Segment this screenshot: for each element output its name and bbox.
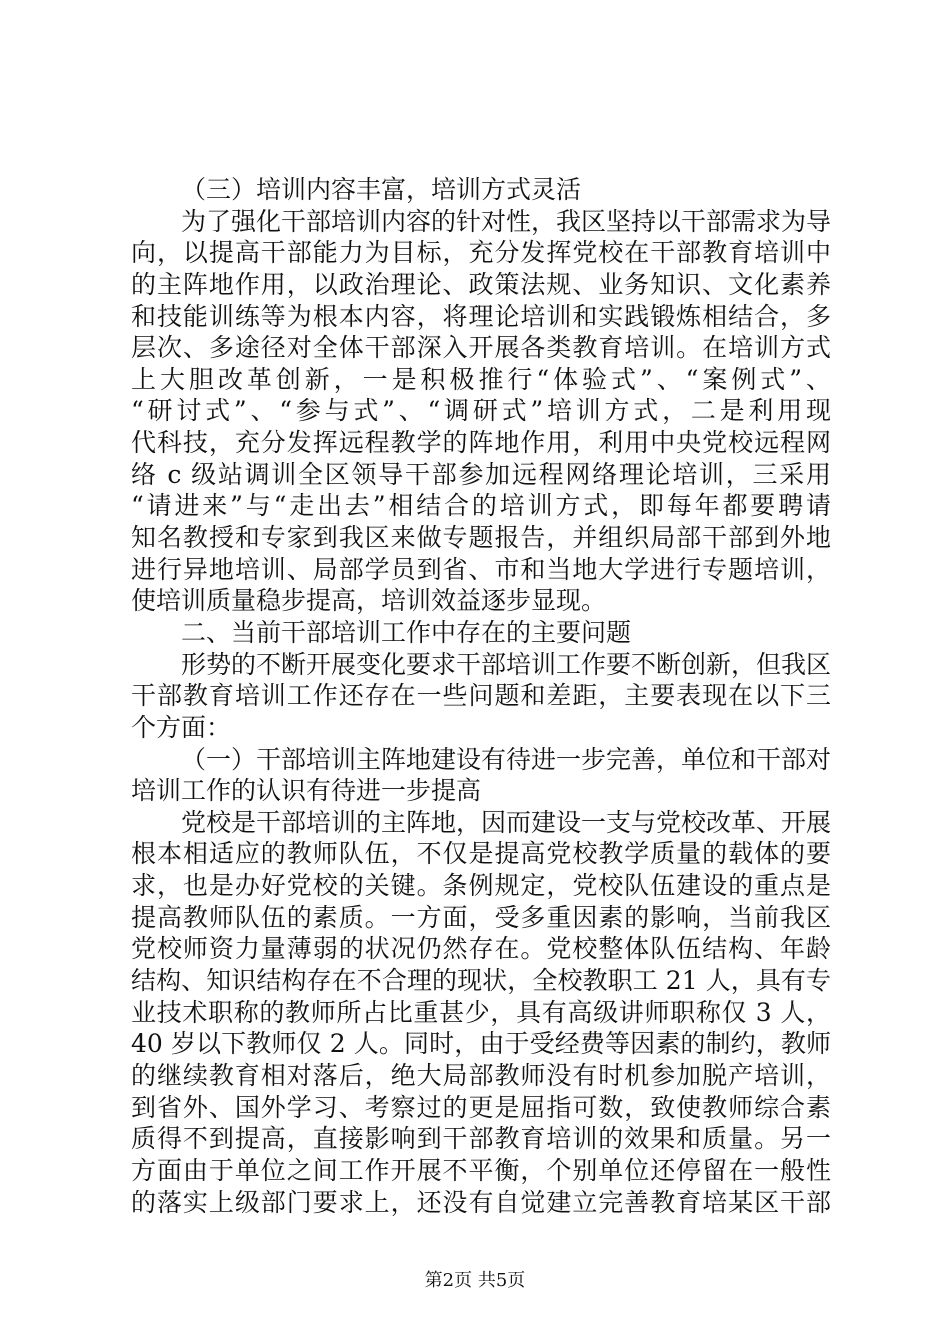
text-line: 为了强化干部培训内容的针对性，我区坚持以干部需求为导: [181, 206, 832, 236]
text-line: 层次、多途径对全体干部深入开展各类教育培训。在培训方式: [131, 333, 831, 363]
text-line: 40 岁以下教师仅 2 人。同时，由于受经费等因素的制约，教师: [131, 1029, 831, 1059]
text-line: 干部教育培训工作还存在一些问题和差距，主要表现在以下三: [131, 681, 831, 711]
document-body: [131, 174, 831, 1218]
text-line: 使培训质量稳步提高，培训效益逐步显现。: [131, 586, 607, 616]
section-heading: 二、当前干部培训工作中存在的主要问题: [181, 617, 632, 647]
section-heading: （三）培训内容丰富，培训方式灵活: [181, 175, 582, 204]
text-line: 向，以提高干部能力为目标，充分发挥党校在干部教育培训中: [131, 238, 831, 268]
text-line: 党校是干部培训的主阵地，因而建设一支与党校改革、开展: [181, 807, 832, 837]
text-line: 个方面：: [131, 712, 232, 742]
text-line: 求，也是办好党校的关键。条例规定，党校队伍建设的重点是: [131, 871, 831, 901]
text-line: 提高教师队伍的素质。一方面，受多重因素的影响，当前我区: [131, 902, 831, 932]
section-heading: （一）干部培训主阵地建设有待进一步完善，单位和干部对: [181, 744, 832, 774]
text-line: 上大胆改革创新，一是积极推行“体验式”、“案例式”、: [131, 364, 831, 394]
text-line: “请进来”与“走出去”相结合的培训方式，即每年都要聘请: [131, 491, 831, 521]
text-line: 络 c 级站调训全区领导干部参加远程网络理论培训，三采用: [131, 459, 831, 489]
text-line: 业技术职称的教师所占比重甚少，具有高级讲师职称仅 3 人，: [131, 997, 831, 1027]
text-line: 和技能训练等为根本内容，将理论培训和实践锻炼相结合，多: [131, 301, 831, 331]
text-line: 知名教授和专家到我区来做专题报告，并组织局部干部到外地: [131, 523, 831, 553]
text-line: 的落实上级部门要求上，还没有自觉建立完善教育培某区干部: [131, 1187, 831, 1217]
text-line: 的继续教育相对落后，绝大局部教师没有时机参加脱产培训，: [131, 1060, 831, 1090]
page-number-footer: 第2页 共5页: [424, 1270, 526, 1291]
text-line: 代科技，充分发挥远程教学的阵地作用，利用中央党校远程网: [131, 428, 831, 458]
text-line: 党校师资力量薄弱的状况仍然存在。党校整体队伍结构、年龄: [131, 934, 831, 964]
text-line: 根本相适应的教师队伍，不仅是提高党校教学质量的载体的要: [131, 839, 831, 869]
text-line: 方面由于单位之间工作开展不平衡，个别单位还停留在一般性: [131, 1155, 831, 1185]
text-line: 结构、知识结构存在不合理的现状，全校教职工 21 人，具有专: [131, 966, 831, 996]
text-line: 进行异地培训、局部学员到省、市和当地大学进行专题培训，: [131, 554, 831, 584]
text-line: 形势的不断开展变化要求干部培训工作要不断创新，但我区: [181, 649, 832, 679]
text-line: “研讨式”、“参与式”、“调研式”培训方式，二是利用现: [131, 396, 831, 426]
text-line: 到省外、国外学习、考察过的更是屈指可数，致使教师综合素: [131, 1092, 831, 1122]
text-line: 的主阵地作用，以政治理论、政策法规、业务知识、文化素养: [131, 269, 831, 299]
section-heading: 培训工作的认识有待进一步提高: [131, 776, 482, 806]
text-line: 质得不到提高，直接影响到干部教育培训的效果和质量。另一: [131, 1124, 831, 1154]
